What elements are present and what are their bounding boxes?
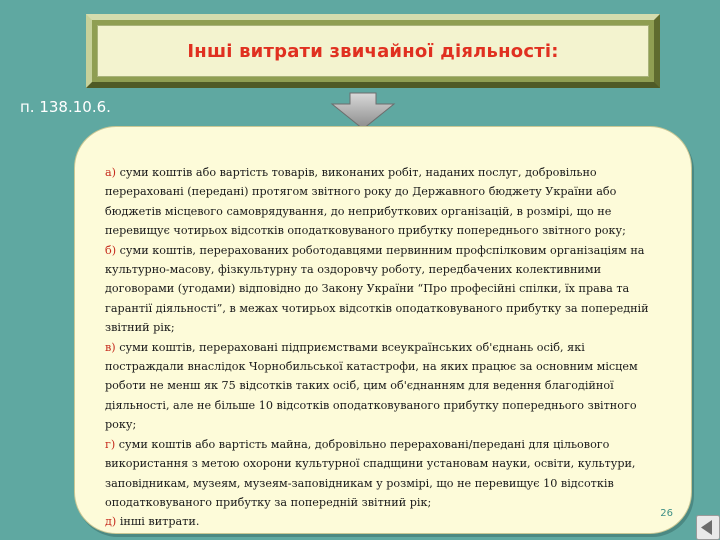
title-frame (86, 14, 660, 88)
slide-title: Інші витрати звичайної діяльності: (187, 40, 559, 62)
expense-list (105, 163, 665, 532)
list-item (105, 512, 665, 531)
item-text: суми коштів, перерахованих роботодавцями первинним профспілковим організаціям на культурно-масову, фізкультурну та оздоровчу роботу, передбачених колективними договорами (угодами) відповідно до Закону України “Про професійні спілки, їх права та гарантії діяльності”, в межах чотирьох відсотків оподатковуваного прибутку за попередній звітний рік; (105, 243, 649, 335)
list-item (105, 338, 665, 435)
item-letter: а) (105, 166, 117, 179)
item-text: суми коштів, перераховані підприємствами всеукраїнських об'єднань осіб, які постраждали внаслідок Чорнобильської катастрофи, на яких працює за основним місцем роботи не менш як 75 відсотків таких осіб, цим об'єднанням для ведення благодійної діяльності, але не більше 10 відсотків оподатковуваного прибутку попереднього звітного року; (105, 340, 638, 432)
down-arrow-icon (330, 92, 396, 130)
list-item (105, 241, 665, 338)
back-arrow-icon[interactable] (696, 515, 720, 540)
item-text: суми коштів або вартість товарів, виконаних робіт, наданих послуг, добровільно перераховані (передані) протягом звітного року до Державного бюджету України або бюджетів місцевого самоврядування, до неприбуткових організацій, в розмірі, що не перевищує чотирьох відсотків оподатковуваного прибутку попереднього звітного року; (105, 166, 626, 238)
page-number: 26 (660, 508, 673, 519)
law-reference: п. 138.10.6. (20, 98, 111, 116)
title-panel (97, 25, 649, 77)
item-letter: д) (105, 515, 117, 529)
item-letter: в) (105, 340, 116, 354)
item-text: суми коштів або вартість майна, добровільно перераховані/передані для цільового використання з метою охорони культурної спадщини установам науки, освіти, культури, заповідникам, музеям, музеям-заповідникам у розмірі, що не перевищує 10 відсотків оподатковуваного прибутку за попередній звітний рік; (105, 437, 636, 509)
content-panel (74, 126, 692, 534)
item-letter: б) (105, 243, 117, 257)
item-text: інші витрати. (116, 515, 200, 529)
list-item (105, 163, 665, 241)
list-item (105, 435, 665, 513)
item-letter: г) (105, 437, 116, 451)
